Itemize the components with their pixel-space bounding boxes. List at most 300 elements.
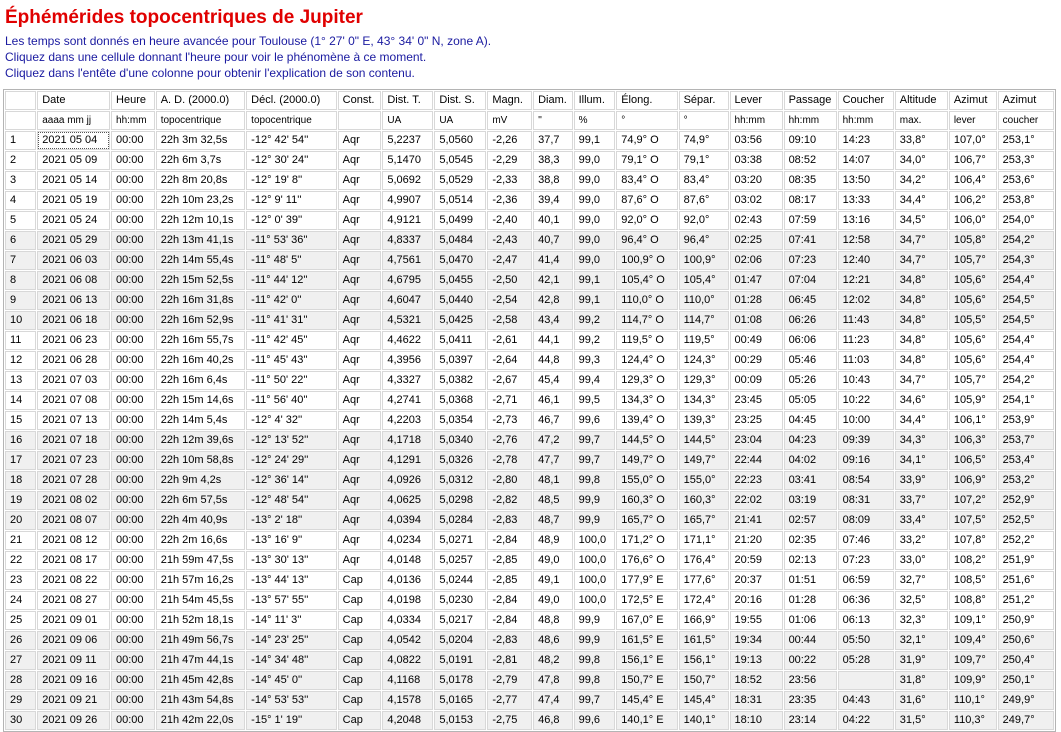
cell-separation: 79,1° [679,151,729,170]
cell-time[interactable]: 00:00 [111,691,155,710]
cell-set[interactable]: 10:43 [838,371,894,390]
cell-date: 2021 08 02 [37,491,110,510]
cell-set[interactable]: 12:02 [838,291,894,310]
cell-magnitude: -2,83 [487,511,532,530]
cell-azimuth-set: 250,6° [998,631,1054,650]
cell-time[interactable]: 00:00 [111,671,155,690]
column-unit-row-number[interactable] [5,111,36,130]
column-header-rise[interactable]: Lever [730,91,783,110]
column-header-illumination[interactable]: Illum. [574,91,616,110]
cell-separation: 83,4° [679,171,729,190]
cell-rise[interactable]: 20:16 [730,591,783,610]
cell-set[interactable]: 04:43 [838,691,894,710]
column-header-azimuth-rise[interactable]: Azimut [949,91,997,110]
cell-set[interactable]: 08:31 [838,491,894,510]
column-header-altitude-max[interactable]: Altitude [895,91,948,110]
column-unit-earth-distance[interactable]: UA [382,111,433,130]
cell-row-number: 10 [5,311,36,330]
cell-time[interactable]: 00:00 [111,351,155,370]
cell-azimuth-set: 253,2° [998,471,1054,490]
cell-set[interactable]: 04:22 [838,711,894,730]
cell-rise[interactable]: 02:06 [730,251,783,270]
cell-rise[interactable]: 23:04 [730,431,783,450]
cell-right-ascension: 22h 15m 52,5s [156,271,245,290]
cell-transit[interactable]: 08:52 [784,151,837,170]
cell-transit[interactable]: 07:59 [784,211,837,230]
cell-time[interactable]: 00:00 [111,251,155,270]
cell-elongation: 145,4° E [616,691,677,710]
cell-row-number: 5 [5,211,36,230]
cell-set[interactable]: 10:22 [838,391,894,410]
cell-time[interactable]: 00:00 [111,191,155,210]
cell-rise[interactable]: 03:20 [730,171,783,190]
cell-click-hint: Cliquez dans une cellule donnant l'heure pour voir le phénomène à ce moment. [5,50,427,64]
cell-set[interactable]: 14:07 [838,151,894,170]
cell-transit[interactable]: 07:41 [784,231,837,250]
cell-altitude-max: 34,7° [895,251,948,270]
cell-row-number: 20 [5,511,36,530]
cell-set[interactable]: 05:50 [838,631,894,650]
cell-azimuth-set: 254,1° [998,391,1054,410]
cell-declination: -12° 36' 14'' [246,471,337,490]
cell-time[interactable]: 00:00 [111,571,155,590]
cell-earth-distance: 4,1291 [382,451,433,470]
cell-rise[interactable]: 03:02 [730,191,783,210]
column-header-transit[interactable]: Passage [784,91,837,110]
cell-elongation: 124,4° O [616,351,677,370]
cell-earth-distance: 4,0542 [382,631,433,650]
cell-magnitude: -2,81 [487,651,532,670]
column-header-azimuth-set[interactable]: Azimut [998,91,1054,110]
cell-time[interactable]: 00:00 [111,491,155,510]
cell-date: 2021 05 19 [37,191,110,210]
cell-altitude-max: 32,3° [895,611,948,630]
cell-rise[interactable]: 02:43 [730,211,783,230]
cell-time[interactable]: 00:00 [111,551,155,570]
column-unit-azimuth-rise[interactable]: lever [949,111,997,130]
cell-set[interactable]: 11:43 [838,311,894,330]
cell-azimuth-rise: 106,4° [949,171,997,190]
cell-azimuth-set: 254,5° [998,291,1054,310]
cell-transit[interactable]: 02:35 [784,531,837,550]
cell-transit[interactable]: 04:45 [784,411,837,430]
cell-transit[interactable]: 23:56 [784,671,837,690]
cell-declination: -11° 50' 22'' [246,371,337,390]
cell-set[interactable]: 13:33 [838,191,894,210]
column-unit-diameter[interactable]: '' [533,111,573,130]
cell-altitude-max: 34,7° [895,371,948,390]
cell-diameter: 49,0 [533,551,573,570]
cell-transit[interactable]: 02:57 [784,511,837,530]
cell-rise[interactable]: 22:44 [730,451,783,470]
cell-elongation: 129,3° O [616,371,677,390]
cell-constellation: Aqr [338,191,382,210]
cell-date: 2021 09 26 [37,711,110,730]
cell-separation: 74,9° [679,131,729,150]
cell-sun-distance: 5,0529 [434,171,486,190]
cell-diameter: 48,7 [533,511,573,530]
cell-sun-distance: 5,0354 [434,411,486,430]
cell-set[interactable]: 12:58 [838,231,894,250]
cell-row-number: 16 [5,431,36,450]
cell-altitude-max: 31,6° [895,691,948,710]
cell-time[interactable]: 00:00 [111,151,155,170]
cell-rise[interactable]: 23:25 [730,411,783,430]
cell-separation: 114,7° [679,311,729,330]
cell-set[interactable]: 10:00 [838,411,894,430]
cell-illumination: 99,3 [574,351,616,370]
column-unit-right-ascension[interactable]: topocentrique [156,111,245,130]
cell-time[interactable]: 00:00 [111,171,155,190]
cell-elongation: 92,0° O [616,211,677,230]
cell-rise[interactable]: 00:29 [730,351,783,370]
cell-set[interactable]: 14:23 [838,131,894,150]
cell-rise[interactable]: 23:45 [730,391,783,410]
cell-constellation: Aqr [338,431,382,450]
cell-altitude-max: 34,8° [895,271,948,290]
cell-magnitude: -2,33 [487,171,532,190]
cell-rise[interactable]: 03:56 [730,131,783,150]
cell-diameter: 38,3 [533,151,573,170]
cell-time[interactable]: 00:00 [111,531,155,550]
cell-time[interactable]: 00:00 [111,631,155,650]
cell-azimuth-set: 249,9° [998,691,1054,710]
cell-set[interactable]: 06:59 [838,571,894,590]
cell-right-ascension: 22h 13m 41,1s [156,231,245,250]
column-header-elongation[interactable]: Élong. [616,91,677,110]
cell-rise[interactable]: 22:23 [730,471,783,490]
column-header-earth-distance[interactable]: Dist. T. [382,91,433,110]
cell-row-number: 19 [5,491,36,510]
column-unit-altitude-max[interactable]: max. [895,111,948,130]
column-header-diameter[interactable]: Diam. [533,91,573,110]
cell-declination: -11° 42' 45'' [246,331,337,350]
cell-time[interactable]: 00:00 [111,371,155,390]
cell-transit[interactable]: 01:51 [784,571,837,590]
cell-declination: -12° 30' 24'' [246,151,337,170]
cell-time[interactable]: 00:00 [111,331,155,350]
column-header-separation[interactable]: Sépar. [679,91,729,110]
cell-illumination: 99,7 [574,451,616,470]
cell-declination: -12° 19' 8'' [246,171,337,190]
cell-earth-distance: 4,1168 [382,671,433,690]
cell-time[interactable]: 00:00 [111,651,155,670]
column-header-declination[interactable]: Décl. (2000.0) [246,91,337,110]
cell-azimuth-set: 253,3° [998,151,1054,170]
cell-rise[interactable]: 18:10 [730,711,783,730]
cell-date: 2021 07 03 [37,371,110,390]
cell-magnitude: -2,61 [487,331,532,350]
cell-elongation: 156,1° E [616,651,677,670]
cell-right-ascension: 22h 16m 55,7s [156,331,245,350]
column-unit-magnitude[interactable]: mV [487,111,532,130]
cell-transit[interactable]: 05:46 [784,351,837,370]
cell-row-number: 13 [5,371,36,390]
table-row [5,571,1054,590]
cell-constellation: Cap [338,671,382,690]
cell-declination: -14° 45' 0'' [246,671,337,690]
cell-azimuth-rise: 110,3° [949,711,997,730]
cell-azimuth-set: 253,7° [998,431,1054,450]
cell-rise[interactable]: 18:31 [730,691,783,710]
cell-rise[interactable]: 19:13 [730,651,783,670]
cell-time[interactable]: 00:00 [111,211,155,230]
cell-right-ascension: 21h 57m 16,2s [156,571,245,590]
cell-altitude-max: 34,4° [895,411,948,430]
cell-illumination: 99,7 [574,431,616,450]
cell-rise[interactable]: 03:38 [730,151,783,170]
cell-magnitude: -2,47 [487,251,532,270]
cell-set[interactable]: 11:03 [838,351,894,370]
cell-azimuth-rise: 108,2° [949,551,997,570]
column-unit-date[interactable]: aaaa mm jj [37,111,110,130]
cell-azimuth-set: 252,5° [998,511,1054,530]
table-row [5,371,1054,390]
cell-constellation: Aqr [338,171,382,190]
cell-set[interactable]: 12:21 [838,271,894,290]
cell-sun-distance: 5,0178 [434,671,486,690]
cell-declination: -11° 56' 40'' [246,391,337,410]
cell-transit[interactable]: 00:44 [784,631,837,650]
cell-separation: 177,6° [679,571,729,590]
cell-earth-distance: 4,6047 [382,291,433,310]
header-row [5,91,1054,110]
cell-rise[interactable]: 19:34 [730,631,783,650]
cell-constellation: Aqr [338,551,382,570]
cell-right-ascension: 21h 43m 54,8s [156,691,245,710]
cell-time[interactable]: 00:00 [111,591,155,610]
table-row [5,491,1054,510]
table-row [5,591,1054,610]
column-unit-azimuth-set[interactable]: coucher [998,111,1054,130]
cell-diameter: 48,9 [533,531,573,550]
cell-set[interactable]: 09:39 [838,431,894,450]
cell-transit[interactable]: 08:17 [784,191,837,210]
cell-altitude-max: 32,1° [895,631,948,650]
cell-right-ascension: 22h 2m 16,6s [156,531,245,550]
column-unit-separation[interactable]: ° [679,111,729,130]
cell-transit[interactable]: 01:28 [784,591,837,610]
cell-separation: 166,9° [679,611,729,630]
cell-transit[interactable]: 00:22 [784,651,837,670]
cell-rise[interactable]: 00:49 [730,331,783,350]
cell-altitude-max: 32,5° [895,591,948,610]
table-row [5,451,1054,470]
cell-diameter: 40,7 [533,231,573,250]
cell-time[interactable]: 00:00 [111,511,155,530]
column-header-magnitude[interactable]: Magn. [487,91,532,110]
cell-azimuth-set: 251,2° [998,591,1054,610]
cell-transit[interactable]: 07:23 [784,251,837,270]
cell-rise[interactable]: 00:09 [730,371,783,390]
cell-time[interactable]: 00:00 [111,411,155,430]
cell-rise[interactable]: 21:41 [730,511,783,530]
cell-set[interactable]: 12:40 [838,251,894,270]
page-title: Éphémérides topocentriques de Jupiter [5,7,363,28]
cell-set[interactable]: 13:16 [838,211,894,230]
cell-transit[interactable]: 01:06 [784,611,837,630]
cell-rise[interactable]: 01:28 [730,291,783,310]
cell-constellation: Aqr [338,391,382,410]
cell-time[interactable]: 00:00 [111,611,155,630]
cell-diameter: 42,1 [533,271,573,290]
cell-elongation: 119,5° O [616,331,677,350]
cell-rise[interactable]: 20:59 [730,551,783,570]
cell-transit[interactable]: 05:26 [784,371,837,390]
cell-sun-distance: 5,0440 [434,291,486,310]
cell-time[interactable]: 00:00 [111,231,155,250]
cell-transit[interactable]: 08:35 [784,171,837,190]
cell-rise[interactable]: 20:37 [730,571,783,590]
cell-transit[interactable]: 06:45 [784,291,837,310]
cell-row-number: 15 [5,411,36,430]
column-unit-elongation[interactable]: ° [616,111,677,130]
cell-transit[interactable]: 02:13 [784,551,837,570]
cell-sun-distance: 5,0204 [434,631,486,650]
cell-transit[interactable]: 03:19 [784,491,837,510]
cell-time[interactable]: 00:00 [111,471,155,490]
column-header-time[interactable]: Heure [111,91,155,110]
cell-rise[interactable]: 22:02 [730,491,783,510]
cell-date: 2021 05 09 [37,151,110,170]
cell-altitude-max: 34,1° [895,451,948,470]
cell-earth-distance: 4,0334 [382,611,433,630]
cell-rise[interactable]: 01:08 [730,311,783,330]
cell-time[interactable]: 00:00 [111,311,155,330]
cell-transit[interactable]: 23:35 [784,691,837,710]
cell-set[interactable]: 08:09 [838,511,894,530]
cell-sun-distance: 5,0545 [434,151,486,170]
cell-sun-distance: 5,0271 [434,531,486,550]
cell-declination: -14° 34' 48'' [246,651,337,670]
cell-date: 2021 07 08 [37,391,110,410]
cell-rise[interactable]: 01:47 [730,271,783,290]
cell-azimuth-set: 254,2° [998,371,1054,390]
cell-elongation: 79,1° O [616,151,677,170]
cell-right-ascension: 22h 10m 58,8s [156,451,245,470]
column-header-constellation[interactable]: Const. [338,91,382,110]
cell-azimuth-rise: 109,7° [949,651,997,670]
cell-set[interactable]: 11:23 [838,331,894,350]
cell-set[interactable]: 06:36 [838,591,894,610]
column-unit-constellation[interactable] [338,111,382,130]
cell-illumination: 99,8 [574,651,616,670]
column-unit-set[interactable]: hh:mm [838,111,894,130]
cell-date: 2021 09 06 [37,631,110,650]
cell-row-number: 28 [5,671,36,690]
cell-time[interactable]: 00:00 [111,291,155,310]
cell-set[interactable]: 13:50 [838,171,894,190]
cell-set[interactable]: 05:28 [838,651,894,670]
cell-rise[interactable]: 02:25 [730,231,783,250]
table-row [5,391,1054,410]
column-unit-illumination[interactable]: % [574,111,616,130]
cell-magnitude: -2,26 [487,131,532,150]
cell-row-number: 3 [5,171,36,190]
column-unit-sun-distance[interactable]: UA [434,111,486,130]
cell-time[interactable]: 00:00 [111,451,155,470]
cell-time[interactable]: 00:00 [111,711,155,730]
column-unit-time[interactable]: hh:mm [111,111,155,130]
cell-date: 2021 07 18 [37,431,110,450]
cell-sun-distance: 5,0382 [434,371,486,390]
cell-earth-distance: 4,0822 [382,651,433,670]
cell-transit[interactable]: 03:41 [784,471,837,490]
cell-azimuth-set: 250,4° [998,651,1054,670]
column-unit-declination[interactable]: topocentrique [246,111,337,130]
table-row [5,691,1054,710]
cell-row-number: 11 [5,331,36,350]
cell-separation: 124,3° [679,351,729,370]
intro-text [5,33,491,81]
column-unit-transit[interactable]: hh:mm [784,111,837,130]
column-header-row-number[interactable] [5,91,36,110]
cell-time[interactable]: 00:00 [111,131,155,150]
column-header-sun-distance[interactable]: Dist. S. [434,91,486,110]
cell-altitude-max: 33,4° [895,511,948,530]
cell-transit[interactable]: 07:04 [784,271,837,290]
cell-earth-distance: 4,3956 [382,351,433,370]
cell-earth-distance: 4,7561 [382,251,433,270]
cell-right-ascension: 22h 14m 55,4s [156,251,245,270]
cell-date: 2021 06 28 [37,351,110,370]
cell-magnitude: -2,76 [487,431,532,450]
cell-time[interactable]: 00:00 [111,271,155,290]
cell-altitude-max: 31,9° [895,651,948,670]
cell-altitude-max: 34,7° [895,231,948,250]
cell-altitude-max: 34,8° [895,311,948,330]
cell-transit[interactable]: 06:26 [784,311,837,330]
cell-azimuth-rise: 106,7° [949,151,997,170]
cell-declination: -12° 0' 39'' [246,211,337,230]
column-header-date[interactable]: Date [37,91,110,110]
cell-azimuth-set: 249,7° [998,711,1054,730]
cell-row-number: 27 [5,651,36,670]
column-header-right-ascension[interactable]: A. D. (2000.0) [156,91,245,110]
cell-set[interactable]: 06:13 [838,611,894,630]
cell-date: 2021 06 23 [37,331,110,350]
cell-separation: 145,4° [679,691,729,710]
cell-right-ascension: 21h 47m 44,1s [156,651,245,670]
cell-set[interactable]: 08:54 [838,471,894,490]
cell-illumination: 99,0 [574,191,616,210]
cell-set[interactable]: 09:16 [838,451,894,470]
cell-separation: 92,0° [679,211,729,230]
cell-rise[interactable]: 21:20 [730,531,783,550]
cell-set[interactable] [838,671,894,690]
cell-rise[interactable]: 19:55 [730,611,783,630]
cell-date: 2021 08 12 [37,531,110,550]
cell-transit[interactable]: 09:10 [784,131,837,150]
cell-time[interactable]: 00:00 [111,391,155,410]
cell-transit[interactable]: 04:02 [784,451,837,470]
cell-elongation: 96,4° O [616,231,677,250]
cell-azimuth-set: 252,2° [998,531,1054,550]
column-unit-rise[interactable]: hh:mm [730,111,783,130]
cell-set[interactable]: 07:23 [838,551,894,570]
cell-azimuth-rise: 105,9° [949,391,997,410]
cell-right-ascension: 22h 9m 4,2s [156,471,245,490]
column-header-set[interactable]: Coucher [838,91,894,110]
cell-transit[interactable]: 04:23 [784,431,837,450]
cell-transit[interactable]: 06:06 [784,331,837,350]
cell-transit[interactable]: 05:05 [784,391,837,410]
cell-transit[interactable]: 23:14 [784,711,837,730]
cell-time[interactable]: 00:00 [111,431,155,450]
cell-rise[interactable]: 18:52 [730,671,783,690]
cell-azimuth-rise: 106,1° [949,411,997,430]
cell-set[interactable]: 07:46 [838,531,894,550]
